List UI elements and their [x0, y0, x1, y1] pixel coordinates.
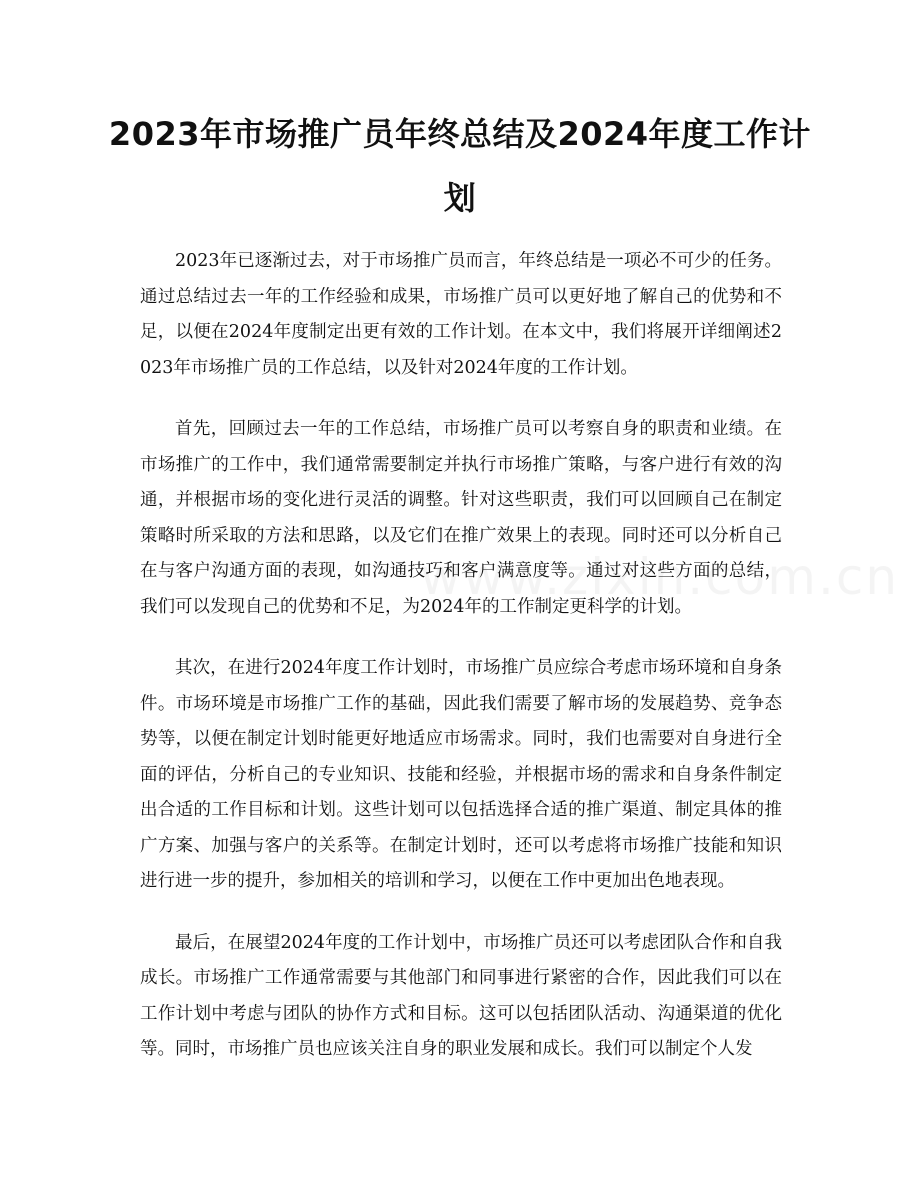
document-body	[140, 244, 782, 1094]
paragraph-outlook: 最后，在展望2024年度的工作计划中，市场推广员还可以考虑团队合作和自我成长。市场推广工作通常需要与其他部门和同事进行紧密的合作，因此我们可以在工作计划中考虑与团队的协作方式和目标。这可以包括团队活动、沟通渠道的优化等。同时，市场推广员也应该关注自身的职业发展和成长。我们可以制定个人发	[140, 932, 782, 1059]
paragraph-plan: 其次，在进行2024年度工作计划时，市场推广员应综合考虑市场环境和自身条件。市场环境是市场推广工作的基础，因此我们需要了解市场的发展趋势、竞争态势等，以便在制定计划时能更好地适应市场需求。同时，我们也需要对自身进行全面的评估，分析自己的专业知识、技能和经验，并根据市场的需求和自身条件制定出合适的工作目标和计划。这些计划可以包括选择合适的推广渠道、制定具体的推广方案、加强与客户的关系等。在制定计划时，还可以考虑将市场推广技能和知识进行进一步的提升，参加相关的培训和学习，以便在工作中更加出色地表现。	[140, 658, 782, 891]
document-title: 2023年市场推广员年终总结及2024年度工作计划	[108, 115, 812, 217]
paragraph-review: 首先，回顾过去一年的工作总结，市场推广员可以考察自身的职责和业绩。在市场推广的工作中，我们通常需要制定并执行市场推广策略，与客户进行有效的沟通，并根据市场的变化进行灵活的调整。针对这些职责，我们可以回顾自己在制定策略时所采取的方法和思路，以及它们在推广效果上的表现。同时还可以分析自己在与客户沟通方面的表现，如沟通技巧和客户满意度等。通过对这些方面的总结，我们可以发现自己的优势和不足，为2024年的工作制定更科学的计划。	[140, 419, 782, 617]
paragraph-intro: 2023年已逐渐过去，对于市场推广员而言，年终总结是一项必不可少的任务。通过总结过去一年的工作经验和成果，市场推广员可以更好地了解自己的优势和不足，以便在2024年度制定出更有效的工作计划。在本文中，我们将展开详细阐述2023年市场推广员的工作总结，以及针对2024年度的工作计划。	[140, 251, 782, 378]
